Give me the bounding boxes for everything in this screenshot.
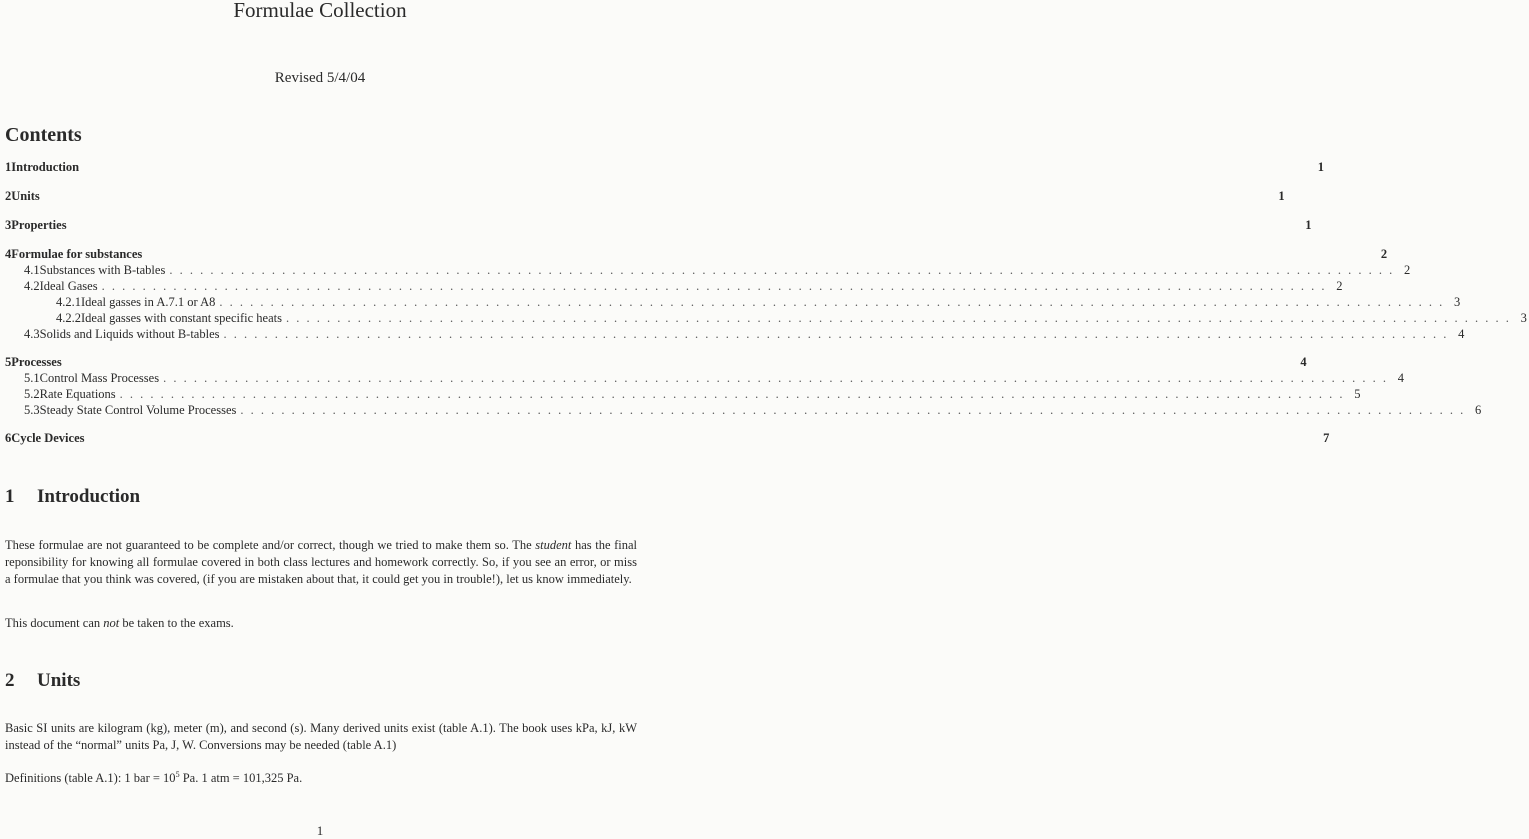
- toc-entry-title: Substances with B-tables: [39, 263, 166, 277]
- toc-entry-title: Solids and Liquids without B-tables: [39, 327, 220, 341]
- toc-entry[interactable]: [0, 327, 1465, 343]
- section-title: Introduction: [37, 486, 141, 507]
- toc-entry-title: Units: [11, 189, 40, 203]
- toc-entry-page: 4: [1397, 371, 1404, 385]
- units-paragraph-1: Basic SI units are kilogram (kg), meter (m), and second (s). Many derived units exist (table A.1). The book uses kPa, kJ, kW instead of the “normal” units Pa, J, W. Conversions may be needed (table A.1): [5, 721, 637, 752]
- toc-entry-number: 1: [5, 160, 12, 174]
- document-title: Formulae Collection: [233, 0, 407, 22]
- toc-entry-title: Processes: [11, 355, 62, 369]
- toc-entry[interactable]: [0, 371, 1404, 387]
- toc-entry-number: 5: [5, 355, 12, 369]
- toc-entry-number: 4.2.1: [56, 295, 81, 309]
- toc-entry-title: Introduction: [11, 160, 80, 174]
- toc-entry-page: 1: [1305, 218, 1312, 232]
- introduction-paragraph-1: These formulae are not guaranteed to be complete and/or correct, though we tried to make them so. The student has the final reponsibility for knowing all formulae covered in both class lectures and homework correctly. So, if you see an error, or miss a formulae that you think was covered, (if you are mistaken about that, it could get you in trouble!), let us know immediately.: [5, 538, 638, 586]
- toc-entry-page: 7: [1323, 431, 1330, 445]
- toc-entry-title: Properties: [11, 218, 67, 232]
- contents-heading: Contents: [5, 124, 82, 146]
- toc-entry-title: Formulae for substances: [11, 247, 143, 261]
- toc-entry[interactable]: [0, 431, 1330, 447]
- introduction-paragraph-2: This document can not be taken to the exams.: [5, 616, 234, 630]
- toc-dot-leader: . . . . . . . . . . . . . . . . . . . . . . . . . . . . . . . . . . . . . . . . . . . . . . . . . . . . . . . . . . . . . . . . . . . . . . . . . . . . . . . . . . . . . . . . . . . . . . . . . . . . . . . . . . . . . . . . . . . . . . . .: [285, 311, 1511, 325]
- revision-date: Revised 5/4/04: [274, 70, 366, 86]
- toc-entry-title: Ideal gasses with constant specific heats: [81, 311, 282, 325]
- toc-entry[interactable]: [0, 403, 1482, 419]
- units-paragraph-2: Definitions (table A.1): 1 bar = $10^5$ Pa. 1 atm = 101,325 Pa.: [5, 770, 303, 786]
- toc-entry-title: Ideal Gases: [39, 279, 98, 293]
- toc-entry-title: Steady State Control Volume Processes: [39, 403, 237, 417]
- toc-dot-leader: . . . . . . . . . . . . . . . . . . . . . . . . . . . . . . . . . . . . . . . . . . . . . . . . . . . . . . . . . . . . . . . . . . . . . . . . . . . . . . . . . . . . . . . . . . . . . . . . . . . . . . . . . . . . . . . . . . . . . . . .: [119, 387, 1345, 401]
- toc-entry-title: Cycle Devices: [11, 431, 85, 445]
- toc-dot-leader: . . . . . . . . . . . . . . . . . . . . . . . . . . . . . . . . . . . . . . . . . . . . . . . . . . . . . . . . . . . . . . . . . . . . . . . . . . . . . . . . . . . . . . . . . . . . . . . . . . . . . . . . . . . . . . . . . . . . . . . .: [240, 403, 1466, 417]
- toc-entry[interactable]: [0, 311, 1527, 327]
- toc-entry-page: 2: [1403, 263, 1411, 277]
- toc-entry-number: 4.2: [24, 279, 40, 293]
- toc-entry[interactable]: [0, 263, 1411, 279]
- toc-entry-number: 4: [5, 247, 12, 261]
- toc-entry-title: Control Mass Processes: [39, 371, 160, 385]
- toc-entry-number: 6: [5, 431, 12, 445]
- toc-entry-page: 3: [1453, 295, 1461, 309]
- toc-dot-leader: . . . . . . . . . . . . . . . . . . . . . . . . . . . . . . . . . . . . . . . . . . . . . . . . . . . . . . . . . . . . . . . . . . . . . . . . . . . . . . . . . . . . . . . . . . . . . . . . . . . . . . . . . . . . . . . . . . . . . . . .: [169, 263, 1395, 277]
- toc-entry-page: 4: [1458, 327, 1465, 341]
- toc-entry-number: 5.1: [24, 371, 40, 385]
- section-heading-units: [5, 670, 80, 692]
- toc-entry-page: 1: [1317, 160, 1324, 174]
- toc-entry-page: 5: [1354, 387, 1361, 401]
- toc-entry-number: 5.3: [24, 403, 40, 417]
- toc-entry-page: 2: [1336, 279, 1343, 293]
- toc-entry[interactable]: [0, 279, 1343, 295]
- toc-entry-page: 2: [1380, 247, 1388, 261]
- toc-entry-page: 3: [1520, 311, 1527, 325]
- toc-entry[interactable]: [0, 247, 1388, 263]
- toc-entry-number: 4.2.2: [56, 311, 81, 325]
- toc-entry-page: 4: [1300, 355, 1307, 369]
- toc-entry-page: 1: [1278, 189, 1285, 203]
- toc-dot-leader: . . . . . . . . . . . . . . . . . . . . . . . . . . . . . . . . . . . . . . . . . . . . . . . . . . . . . . . . . . . . . . . . . . . . . . . . . . . . . . . . . . . . . . . . . . . . . . . . . . . . . . . . . . . . . . . . . . . . . . . .: [219, 295, 1445, 309]
- toc-entry[interactable]: [0, 160, 1324, 176]
- toc-entry[interactable]: [0, 387, 1361, 403]
- toc-entry[interactable]: [0, 295, 1461, 311]
- toc-entry-number: 4.1: [24, 263, 40, 277]
- toc-entry[interactable]: [0, 218, 1312, 234]
- page-number: 1: [316, 823, 324, 838]
- toc-entry-number: 2: [5, 189, 12, 203]
- section-number: 2: [5, 670, 15, 691]
- toc-entry-title: Rate Equations: [39, 387, 116, 401]
- toc-entry-number: 5.2: [24, 387, 40, 401]
- section-title: Units: [37, 670, 81, 691]
- toc-entry-page: 6: [1475, 403, 1482, 417]
- toc-entry-number: 4.3: [24, 327, 40, 341]
- section-heading-introduction: [5, 486, 140, 508]
- toc-entry[interactable]: [0, 189, 1285, 205]
- toc-entry-number: 3: [5, 218, 12, 232]
- toc-dot-leader: . . . . . . . . . . . . . . . . . . . . . . . . . . . . . . . . . . . . . . . . . . . . . . . . . . . . . . . . . . . . . . . . . . . . . . . . . . . . . . . . . . . . . . . . . . . . . . . . . . . . . . . . . . . . . . . . . . . . . . . .: [163, 371, 1388, 385]
- toc-dot-leader: . . . . . . . . . . . . . . . . . . . . . . . . . . . . . . . . . . . . . . . . . . . . . . . . . . . . . . . . . . . . . . . . . . . . . . . . . . . . . . . . . . . . . . . . . . . . . . . . . . . . . . . . . . . . . . . . . . . . . . . .: [223, 327, 1449, 341]
- toc-entry[interactable]: [0, 355, 1307, 371]
- toc-dot-leader: . . . . . . . . . . . . . . . . . . . . . . . . . . . . . . . . . . . . . . . . . . . . . . . . . . . . . . . . . . . . . . . . . . . . . . . . . . . . . . . . . . . . . . . . . . . . . . . . . . . . . . . . . . . . . . . . . . . . . . . .: [101, 279, 1327, 293]
- section-number: 1: [5, 486, 15, 507]
- toc-entry-title: Ideal gasses in A.7.1 or A8: [81, 295, 216, 309]
